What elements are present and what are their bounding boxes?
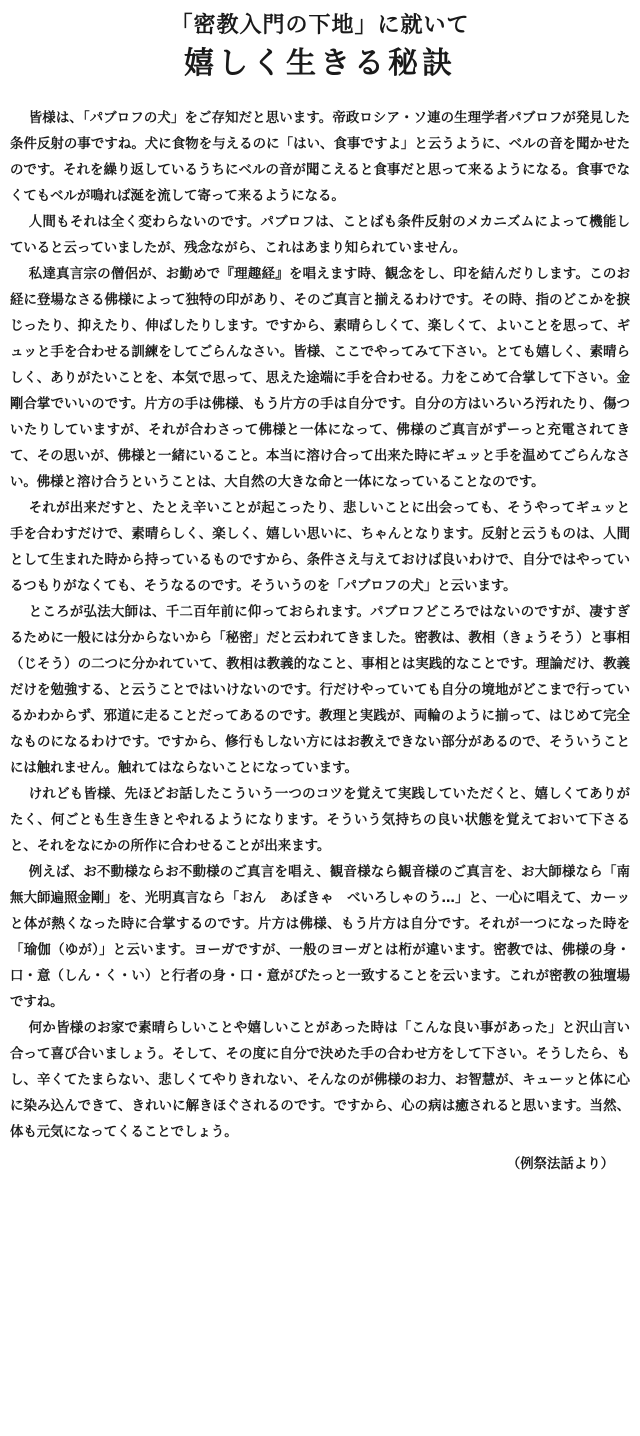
paragraph-3: 私達真言宗の僧侶が、お勤めで『理趣経』を唱えます時、観念をし、印を結んだりします。このお経に登場なさる佛様によって独特の印があり、そのご真言と揃えるわけです。その時、指のどこかを捩じったり、抑えたり、伸ばしたりします。ですから、素晴らしくて、楽しくて、よいことを思って、ギュッと手を合わせる訓練をしてごらんなさい。皆様、ここでやってみて下さい。とても嬉しく、素晴らしく、ありがたいことを、本気で思って、思えた途端に手を合わせる。力をこめて合掌して下さい。金剛合掌でいいのです。片方の手は佛様、もう片方の手は自分です。自分の方はいろいろ汚れたり、傷ついたりしていますが、それが合わさって佛様と一体になって、佛様のご真言がずーっと充電されてきて、その思いが、佛様と一緒にいること。本当に溶け合って出来た時にギュッと手を温めてごらんなさい。佛様と溶け合うということは、大自然の大きな命と一体になっていることなのです。 bbox=[10, 267, 630, 490]
source-note: （例祭法話より） bbox=[506, 1157, 614, 1172]
paragraph-5: ところが弘法大師は、千二百年前に仰っておられます。パブロフどころではないのですが、凄すぎるために一般には分からないから「秘密」だと云われてきました。密教は、教相（きょうそう）と事相（じそう）の二つに分かれていて、教相は教義的なこと、事相とは実践的なことです。理論だけ、教義だけを勉強する、と云うことではいけないのです。行だけやっていても自分の境地がどこまで行っているかわからず、邪道に走ることだってあるのです。教理と実践が、両輪のように揃って、はじめて完全なものになるわけです。ですから、修行もしない方にはお教えできない部分があるので、そういうことには触れません。触れてはならないことになっています。 bbox=[10, 605, 630, 776]
article-body bbox=[10, 106, 630, 1146]
paragraph-7: 例えば、お不動様ならお不動様のご真言を唱え、観音様なら観音様のご真言を、お大師様なら「南無大師遍照金剛」を、光明真言なら「おん あぼきゃ べいろしゃのう…」と、一心に唱えて、カーッと体が熱くなった時に合掌するのです。片方は佛様、もう片方は自分です。それが一つになった時を「瑜伽（ゆが）」と云います。ヨーガですが、一般のヨーガとは桁が違います。密教では、佛様の身・口・意（しん・く・い）と行者の身・口・意がぴたっと一致することを云います。これが密教の独壇場ですね。 bbox=[10, 865, 630, 1010]
paragraph-1: 皆様は、「パブロフの犬」をご存知だと思います。帝政ロシア・ソ連の生理学者パブロフが発見した条件反射の事ですね。犬に食物を与えるのに「はい、食事ですよ」と云うように、ベルの音を聞かせたのです。それを繰り返しているうちにベルの音が聞こえると食事だと思って来るようになる。食事でなくてもベルが鳴れば涎を流して寄って来るようになる。 bbox=[10, 111, 630, 204]
article-subtitle: 「密教入門の下地」に就いて bbox=[170, 12, 470, 38]
paragraph-8: 何か皆様のお家で素晴らしいことや嬉しいことがあった時は「こんな良い事があった」と沢山言い合って喜び合いましょう。そして、その度に自分で決めた手の合わせ方をして下さい。そうしたら、もし、辛くてたまらない、悲しくてやりきれない、そんなのが佛様のお力、お智慧が、キューッと体に心に染み込んできて、きれいに解きほぐされるのです。ですから、心の病は癒されると思います。当然、体も元気になってくることでしょう。 bbox=[10, 1021, 630, 1140]
paragraph-2: 人間もそれは全く変わらないのです。パブロフは、ことばも条件反射のメカニズムによって機能していると云っていましたが、残念ながら、これはあまり知られていません。 bbox=[10, 215, 630, 256]
paragraph-4: それが出来だすと、たとえ辛いことが起こったり、悲しいことに出会っても、そうやってギュッと手を合わすだけで、素晴らしく、楽しく、嬉しい思いに、ちゃんとなります。反射と云うものは、人間として生まれた時から持っているものですから、条件さえ与えておけば良いわけで、自分ではやっているつもりがなくても、そうなるのです。そういうのを「パブロフの犬」と云います。 bbox=[10, 501, 630, 594]
article-title: 嬉しく生きる秘訣 bbox=[184, 46, 456, 81]
title-block bbox=[10, 0, 630, 86]
paragraph-6: けれども皆様、先ほどお話したこういう一つのコツを覚えて実践していただくと、嬉しくてありがたく、何ごとも生き生きとやれるようになります。そういう気持ちの良い状態を覚えておいて下さると、それをなにかの所作に合わせることが出来ます。 bbox=[10, 787, 630, 854]
